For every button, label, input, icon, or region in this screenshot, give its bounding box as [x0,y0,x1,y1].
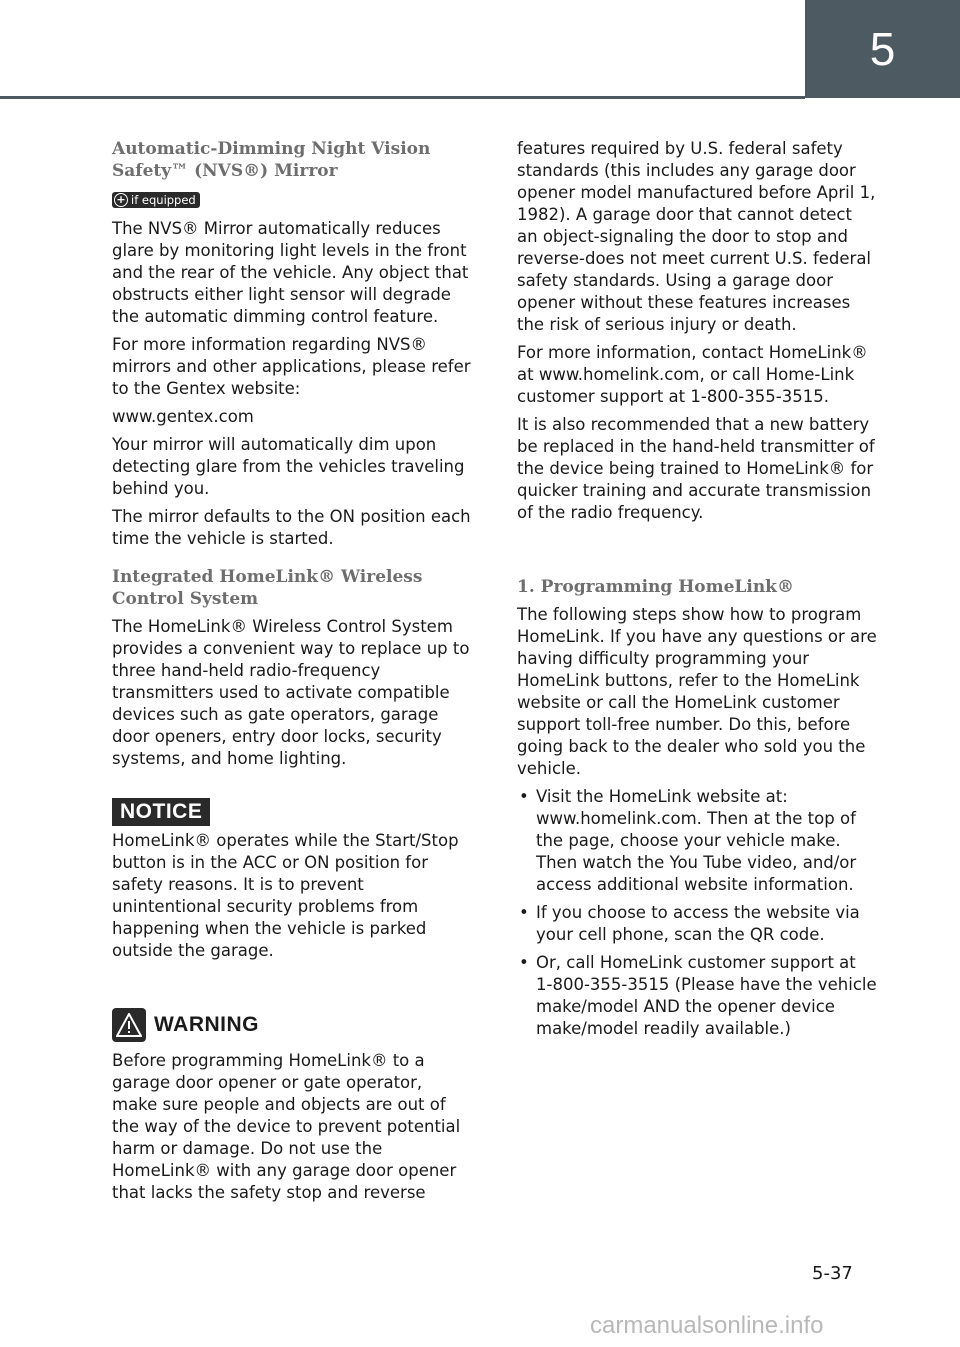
homelink-section-title: Integrated HomeLink® Wireless Control System [112,567,423,609]
notice-label: NOTICE [112,798,210,826]
watermark: carmanualsonline.info [590,1312,824,1339]
nvs-paragraph: For more information regarding NVS® mirrors and other applications, please refer to the Gentex website: [112,335,471,398]
page-number: 5-37 [812,1263,853,1284]
warning-label: WARNING [154,1013,259,1036]
programming-paragraph: The following steps show how to program HomeLink. If you have any questions or are having difficulty programming your HomeLink buttons, refer to the HomeLink website or call the HomeLink customer support toll-free number. Do this, before going back to the dealer who sold you the vehicle. [517,605,877,778]
nvs-paragraph: The NVS® Mirror automatically reduces glare by monitoring light levels in the front and the rear of the vehicle. Any object that obstructs either light sensor will degrade the automatic dimming control feature. [112,219,469,326]
if-equipped-badge [112,192,200,208]
chapter-tab [805,0,960,98]
nvs-section-title: Automatic-Dimming Night Vision Safety™ (NVS®) Mirror [112,139,431,181]
notice-text: HomeLink® operates while the Start/Stop button is in the ACC or ON position for safety reasons. It is to prevent unintentional security problems from happening when the vehicle is parked outside the garage. [112,831,459,960]
battery-paragraph: It is also recommended that a new battery be replaced in the hand-held transmitter of the device being trained to HomeLink® for quicker training and accurate transmission of the radio frequency. [517,415,875,522]
warning-text: Before programming HomeLink® to a garage door opener or gate operator, make sure people and objects are out of the way of the device to prevent potential harm or damage. Do not use the HomeLink® with any garage door opener that lacks the safety stop and reverse [112,1051,461,1202]
homelink-paragraph: The HomeLink® Wireless Control System provides a convenient way to replace up to three hand-held radio-frequency transmitters used to activate compatible devices such as gate operators, garage door openers, entry door locks, security systems, and home lighting. [112,617,470,768]
header-rule [0,96,805,99]
warning-header [112,1008,472,1042]
programming-bullets [517,786,877,1040]
nvs-paragraph: The mirror defaults to the ON position each time the vehicle is started. [112,507,471,548]
list-item: • If you choose to access the website via your cell phone, scan the QR code. [517,902,877,946]
warning-box [112,1008,472,1204]
nvs-paragraph: Your mirror will automatically dim upon detecting glare from the vehicles traveling behind you. [112,435,465,498]
badge-label: if equipped [131,193,196,207]
gentex-website: www.gentex.com [112,407,254,426]
list-item: • Visit the HomeLink website at: www.homelink.com. Then at the top of the page, choose your vehicle make. Then watch the You Tube video, and/or access additional website information. [517,786,877,896]
notice-box [112,796,472,962]
warning-triangle-icon [112,1008,146,1042]
contact-paragraph: For more information, contact HomeLink® at www.homelink.com, or call Home-Link customer support at 1-800-355-3515. [517,343,868,406]
plus-icon: + [114,193,128,207]
chapter-number: 5 [869,23,896,75]
programming-section-title: 1. Programming HomeLink® [517,577,794,597]
right-column [517,138,877,1046]
left-column [112,138,472,1210]
list-item: • Or, call HomeLink customer support at 1-800-355-3515 (Please have the vehicle make/model AND the opener device make/model readily available.) [517,952,877,1040]
warning-continued-paragraph: features required by U.S. federal safety standards (this includes any garage door opener model manufactured before April 1, 1982). A garage door that cannot detect an object-signaling the door to stop and reverse-does not meet current U.S. federal safety standards. Using a garage door opener without these features increases the risk of serious injury or death. [517,139,876,334]
